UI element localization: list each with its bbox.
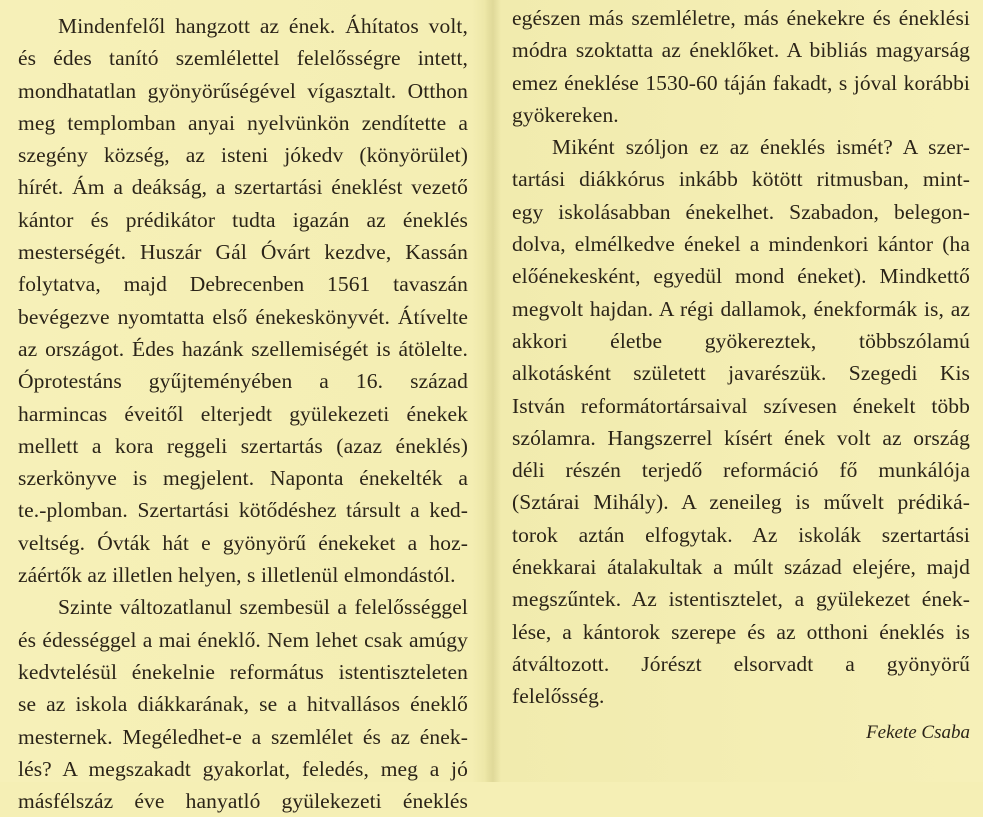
- text-line: megszűntek. Az istentisztelet, a gyülekezet ének-: [512, 587, 970, 612]
- text-line: akkori életbe gyökereztek, többszólamú: [512, 328, 970, 353]
- text-line: (Sztárai Mihály). A zeneileg is művelt prédiká-: [512, 490, 970, 515]
- text-line: folytatva, majd Debrecenben 1561 tavaszán: [18, 272, 468, 297]
- text-line: emez éneklése 1530-60 táján fakadt, s jóval korábbi: [512, 70, 970, 95]
- text-line: kántor és prédikátor tudta igazán az éneklés: [18, 207, 468, 232]
- text-line: mesterségét. Huszár Gál Óvárt kezdve, Kassán: [18, 240, 468, 265]
- text-line: veltség. Óvták hát e gyönyörű énekeket a hoz-: [18, 530, 468, 555]
- text-line: felelősség.: [512, 684, 605, 709]
- text-line: és édességgel a mai éneklő. Nem lehet csak amúgy: [18, 627, 468, 652]
- text-line: szólamra. Hangszerrel kísért ének volt az ország: [512, 425, 970, 450]
- text-line: mesternek. Megéledhet-e a szemlélet és az ének-: [18, 724, 468, 749]
- book-gutter: [485, 0, 501, 782]
- text-line: Óprotestáns gyűjteményében a 16. század: [18, 369, 468, 394]
- text-line: te.-plomban. Szertartási kötődéshez társult a ked-: [18, 498, 468, 523]
- text-line: István reformátortársaival szívesen énekelt több: [512, 393, 970, 418]
- text-line: mellett a kora reggeli szertartás (azaz éneklés): [18, 433, 468, 458]
- author-signature: Fekete Csaba: [866, 721, 970, 743]
- text-line: Szinte változatlanul szembesül a felelősséggel: [58, 595, 468, 620]
- text-line: se az iskola diákkarának, se a hitvallásos éneklő: [18, 692, 468, 717]
- text-line: kedvtelésül énekelnie református istentiszteleten: [18, 659, 468, 684]
- right-page: [512, 0, 970, 744]
- text-line: átváltozott. Jórészt elsorvadt a gyönyörű: [512, 651, 970, 676]
- text-line: az országot. Édes hazánk szellemiségét is átölelte.: [18, 336, 468, 361]
- text-line: lés? A megszakadt gyakorlat, feledés, meg a jó: [18, 756, 468, 781]
- left-page: [18, 0, 468, 817]
- text-line: gyökereken.: [512, 102, 619, 127]
- text-line: mondhatatlan gyönyörűségével vígasztalt. Otthon: [18, 78, 468, 103]
- text-line: előénekesként, egyedül mond éneket). Mindkettő: [512, 264, 970, 289]
- text-line: lése, a kántorok szerepe és az otthoni éneklés is: [512, 619, 970, 644]
- text-line: szerkönyve is megjelent. Naponta énekelték a: [18, 466, 468, 491]
- text-line: Mindenfelől hangzott az ének. Áhítatos volt,: [58, 14, 468, 38]
- text-line: bevégezve nyomtatta első énekeskönyvét. Átívelte: [18, 304, 468, 329]
- text-line: hírét. Ám a deákság, a szertartási éneklést vezető: [18, 175, 468, 200]
- text-line: záértők az illetlen helyen, s illetlenül elmondástól.: [18, 563, 456, 588]
- text-line: egészen más szemléletre, más énekekre és éneklési: [512, 6, 970, 30]
- text-line: déli részén terjedő reformáció fő munkálója: [512, 458, 970, 483]
- text-line: énekkarai átalakultak a múlt század elejére, majd: [512, 555, 970, 580]
- text-line: tartási diákkórus inkább kötött ritmusban, mint-: [512, 167, 970, 192]
- text-line: másfélszáz éve hanyatló gyülekezeti éneklés: [18, 789, 468, 814]
- text-line: torok aztán elfogytak. Az iskolák szertartási: [512, 522, 970, 547]
- text-line: meg templomban anyai nyelvünkön zendítette a: [18, 110, 468, 135]
- text-line: módra szoktatta az éneklőket. A bibliás magyarság: [512, 38, 970, 63]
- text-line: megvolt hajdan. A régi dallamok, énekformák is, az: [512, 296, 970, 321]
- text-line: szegény község, az isteni jókedv (könyörület): [18, 143, 468, 168]
- text-line: és édes tanító szemlélettel felelősségre intett,: [18, 46, 468, 71]
- text-line: harmincas éveitől elterjedt gyülekezeti énekek: [18, 401, 468, 426]
- text-line: alkotásként született javarészük. Szegedi Kis: [512, 361, 970, 386]
- text-line: dolva, elmélkedve énekel a mindenkori kántor (ha: [512, 232, 970, 257]
- text-line: egy iskolásabban énekelhet. Szabadon, belegon-: [512, 199, 970, 224]
- text-line: Miként szóljon ez az éneklés ismét? A szer-: [552, 135, 970, 160]
